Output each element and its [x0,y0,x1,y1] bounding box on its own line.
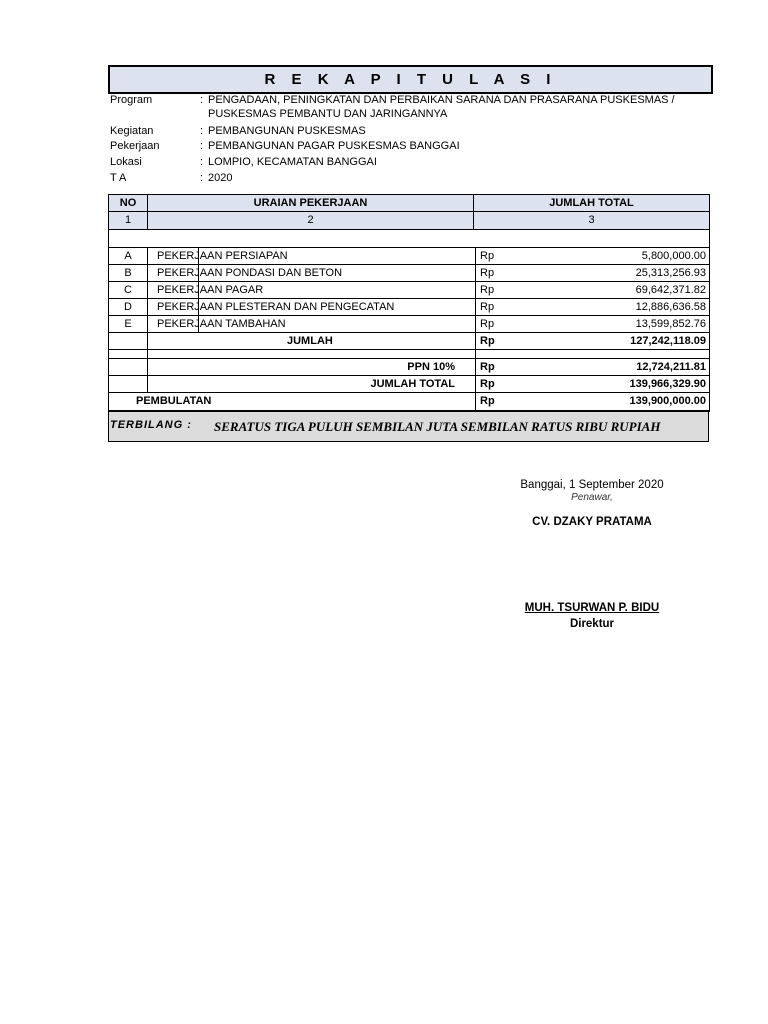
row-currency: Rp [480,250,495,262]
info-colon: : [200,156,204,168]
header-no: NO [119,197,137,209]
pembulatan-label: PEMBULATAN [136,395,212,407]
place-date: Banggai, 1 September 2020 [520,479,664,491]
signatory-name: MUH. TSURWAN P. BIDU [524,602,660,614]
info-value: 2020 [208,172,233,184]
jumlah-currency: Rp [480,335,495,347]
row-desc: PEKERJAAN TAMBAHAN [157,318,286,330]
pembulatan-currency: Rp [480,395,495,407]
col-number-no: 1 [124,214,132,226]
row-amount: 69,642,371.82 [635,284,706,296]
ppn-currency: Rp [480,361,495,373]
signatory-position: Direktur [569,618,615,630]
header-uraian: URAIAN PEKERJAAN [253,197,368,209]
row-amount: 12,886,636.58 [635,301,706,313]
col-number-uraian: 2 [307,214,314,226]
row-no: E [124,318,132,330]
company-name: CV. DZAKY PRATAMA [532,516,652,528]
info-label: T A [110,172,127,184]
info-colon: : [200,94,204,106]
col-number-jumlah: 3 [588,214,595,226]
row-amount: 25,313,256.93 [635,267,706,279]
info-label: Pekerjaan [110,140,160,152]
document-title: R E K A P I T U L A S I [108,65,713,94]
jumlah-total-amount: 139,966,329.90 [629,378,706,390]
terbilang-text: SERATUS TIGA PULUH SEMBILAN JUTA SEMBILAN RATUS RIBU RUPIAH [214,419,661,434]
penawar-label: Penawar, [571,492,613,501]
row-no: D [124,301,132,313]
ppn-label: PPN 10% [407,361,455,373]
row-currency: Rp [480,284,495,296]
info-value: PEMBANGUNAN PAGAR PUSKESMAS BANGGAI [208,140,460,152]
jumlah-total-currency: Rp [480,378,495,390]
row-currency: Rp [480,267,495,279]
info-colon: : [200,172,204,184]
row-no: C [124,284,132,296]
info-value: LOMPIO, KECAMATAN BANGGAI [208,156,377,168]
terbilang-label: TERBILANG : [110,419,192,431]
info-value: PENGADAAN, PENINGKATAN DAN PERBAIKAN SARANA DAN PRASARANA PUSKESMAS / [208,94,675,106]
row-desc: PEKERJAAN PONDASI DAN BETON [157,267,343,279]
row-currency: Rp [480,301,495,313]
row-no: B [124,267,132,279]
info-value: PEMBANGUNAN PUSKESMAS [208,125,366,137]
ppn-amount: 12,724,211.81 [636,361,706,373]
row-amount: 13,599,852.76 [635,318,706,330]
row-amount: 5,800,000.00 [641,250,706,262]
jumlah-label: JUMLAH [287,335,333,347]
row-desc: PEKERJAAN PLESTERAN DAN PENGECATAN [157,301,395,313]
header-jumlah: JUMLAH TOTAL [549,197,634,209]
row-currency: Rp [480,318,495,330]
info-label: Lokasi [110,156,142,168]
info-colon: : [200,125,204,137]
row-desc: PEKERJAAN PAGAR [157,284,264,296]
info-label: Kegiatan [110,125,154,137]
jumlah-amount: 127,242,118.09 [630,335,706,347]
row-no: A [124,250,132,262]
info-colon: : [200,140,204,152]
row-desc: PEKERJAAN PERSIAPAN [157,250,288,262]
info-label: Program [110,94,153,106]
pembulatan-amount: 139,900,000.00 [629,395,706,407]
jumlah-total-label: JUMLAH TOTAL [370,378,455,390]
info-value: PUSKESMAS PEMBANTU DAN JARINGANNYA [208,108,448,120]
